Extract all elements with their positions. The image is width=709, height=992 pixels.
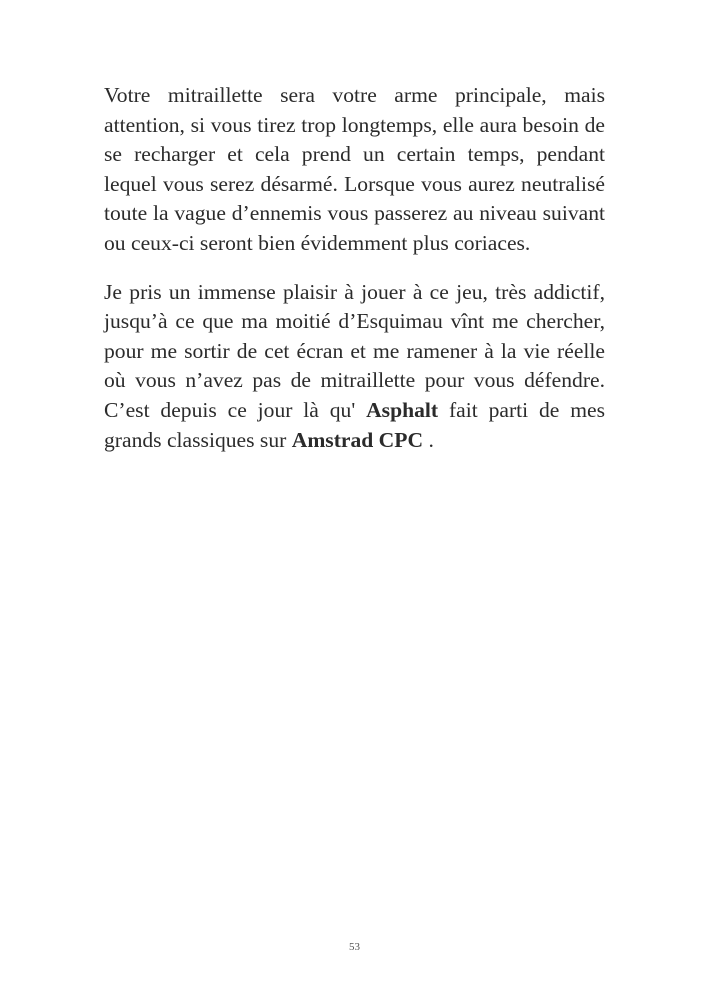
body-text bbox=[104, 81, 605, 474]
paragraph-2-middle: fait parti de mes grands classiques sur bbox=[104, 397, 605, 452]
paragraph-2-intro: Je pris un immense plaisir à jouer à ce jeu, très addictif, jusqu’à ce que ma moitié d’Esquimau vînt me chercher, pour me sortir de cet écran et me ramener à la vie réelle où vous n’avez pas de mitraillette pour vous défendre. C’est depuis ce jour là qu' bbox=[104, 279, 605, 422]
game-name: Asphalt bbox=[366, 397, 439, 422]
paragraph-2-ending: . bbox=[423, 427, 434, 452]
platform-name: Amstrad CPC bbox=[291, 427, 424, 452]
page-number: 53 bbox=[349, 941, 360, 953]
paragraph-1: Votre mitraillette sera votre arme principale, mais attention, si vous tirez trop longtemps, elle aura besoin de se recharger et cela prend un certain temps, pendant lequel vous serez désarmé. Lorsque vous aurez neutralisé toute la vague d’ennemis vous passerez au niveau suivant ou ceux-ci seront bien évidemment plus coriaces. bbox=[104, 83, 605, 255]
paragraph-2 bbox=[104, 278, 605, 456]
